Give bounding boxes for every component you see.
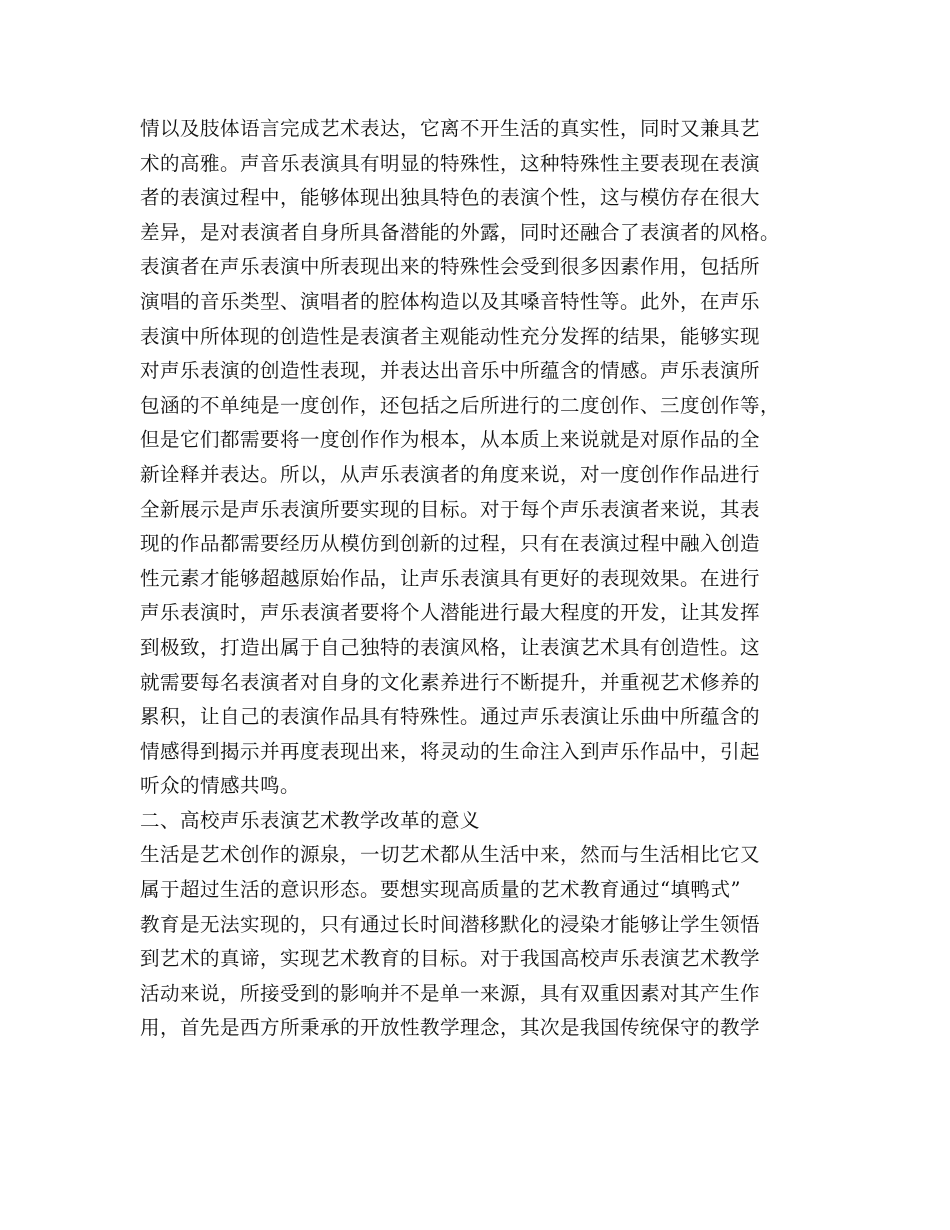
text-line: 表演中所体现的创造性是表演者主观能动性充分发挥的结果，能够实现 [140, 324, 761, 348]
text-line: 听众的情感共鸣。 [140, 774, 301, 798]
text-line: 者的表演过程中，能够体现出独具特色的表演个性，这与模仿存在很大 [140, 186, 761, 210]
text-line: 但是它们都需要将一度创作作为根本，从本质上来说就是对原作品的全 [140, 428, 761, 452]
text-line: 就需要每名表演者对自身的文化素养进行不断提升，并重视艺术修养的 [140, 670, 761, 694]
text-line: 活动来说，所接受到的影响并不是单一来源，具有双重因素对其产生作 [140, 981, 761, 1005]
text-line: 演唱的音乐类型、演唱者的腔体构造以及其嗓音特性等。此外，在声乐 [140, 289, 761, 313]
text-line: 情感得到揭示并再度表现出来，将灵动的生命注入到声乐作品中，引起 [140, 739, 761, 763]
text-line: 全新展示是声乐表演所要实现的目标。对于每个声乐表演者来说，其表 [140, 497, 761, 521]
text-line: 属于超过生活的意识形态。要想实现高质量的艺术教育通过“填鸭式” [140, 878, 741, 902]
text-line: 到极致，打造出属于自己独特的表演风格，让表演艺术具有创造性。这 [140, 635, 761, 659]
text-line: 生活是艺术创作的源泉，一切艺术都从生活中来，然而与生活相比它又 [140, 843, 761, 867]
text-line: 新诠释并表达。所以，从声乐表演者的角度来说，对一度创作作品进行 [140, 462, 761, 486]
text-line: 声乐表演时，声乐表演者要将个人潜能进行最大程度的开发，让其发挥 [140, 601, 761, 625]
text-line: 表演者在声乐表演中所表现出来的特殊性会受到很多因素作用，包括所 [140, 255, 761, 279]
text-line: 现的作品都需要经历从模仿到创新的过程，只有在表演过程中融入创造 [140, 532, 761, 556]
text-line: 术的高雅。声音乐表演具有明显的特殊性，这种特殊性主要表现在表演 [140, 151, 761, 175]
text-line: 性元素才能够超越原始作品，让声乐表演具有更好的表现效果。在进行 [140, 566, 761, 590]
text-line: 情以及肢体语言完成艺术表达，它离不开生活的真实性，同时又兼具艺 [140, 117, 761, 140]
text-line: 到艺术的真谛，实现艺术教育的目标。对于我国高校声乐表演艺术教学 [140, 947, 761, 971]
text-line: 用，首先是西方所秉承的开放性教学理念，其次是我国传统保守的教学 [140, 1016, 761, 1040]
text-line: 差异，是对表演者自身所具备潜能的外露，同时还融合了表演者的风格。 [140, 220, 781, 244]
section-heading: 二、高校声乐表演艺术教学改革的意义 [140, 808, 481, 832]
body-text [140, 112, 820, 1046]
text-line: 累积，让自己的表演作品具有特殊性。通过声乐表演让乐曲中所蕴含的 [140, 705, 761, 729]
text-line: 对声乐表演的创造性表现，并表达出音乐中所蕴含的情感。声乐表演所 [140, 359, 761, 383]
text-line: 包涵的不单纯是一度创作，还包括之后所进行的二度创作、三度创作等， [140, 393, 781, 417]
text-line: 教育是无法实现的，只有通过长时间潜移默化的浸染才能够让学生领悟 [140, 912, 761, 936]
